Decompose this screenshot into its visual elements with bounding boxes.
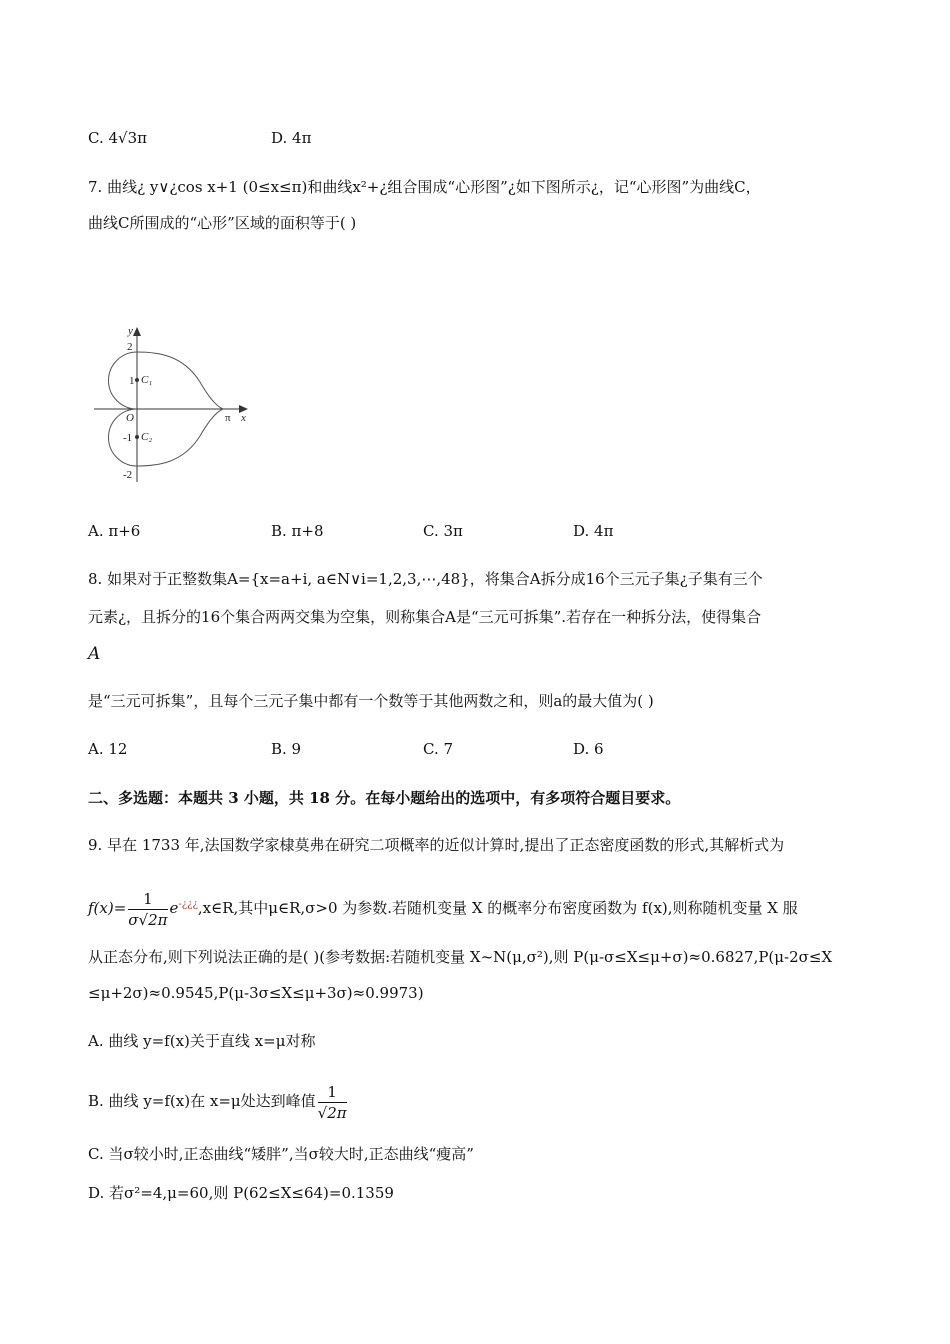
q8-stem-line3: A [88, 644, 101, 664]
q9-option-b-text: B. 曲线 y=f(x)在 x=μ处达到峰值 [88, 1092, 316, 1110]
q8-option-a: A. 12 [88, 740, 128, 758]
fig-x-label: x [241, 412, 246, 424]
q8-stem-line2: 元素¿，且拆分的16个集合两两交集为空集，则称集合A是“三元可拆集”.若存在一种拆分法，使得集合 [88, 608, 762, 626]
q7-option-b: B. π+8 [271, 522, 324, 540]
fig-tick-2: 2 [127, 341, 133, 353]
q9-formula-exp: e [169, 899, 179, 917]
fig-tick-m2: -2 [123, 469, 133, 481]
q6-option-d: D. 4π [271, 129, 312, 147]
q9-formula-rest: ,x∈R,其中μ∈R,σ>0 为参数.若随机变量 X 的概率分布密度函数为 f(x),则称随机变量 X 服 [197, 899, 798, 917]
section-2-title: 二、多选题：本题共 3 小题，共 18 分。在每小题给出的选项中，有多项符合题目要求。 [88, 789, 681, 807]
q8-stem-line1: 8. 如果对于正整数集A={x=a+i, a∈N∨i=1,2,3,⋯,48}，将集合A拆分成16个三元子集¿子集有三个 [88, 570, 763, 588]
q7-stem-line1: 7. 曲线¿ y∨¿cos x+1 (0≤x≤π)和曲线x²+¿组合围成“心形图”¿如下图所示¿，记“心形图”为曲线C， [88, 178, 761, 196]
q8-option-b: B. 9 [271, 740, 302, 758]
q9-stem-line1: 9. 早在 1733 年,法国数学家棣莫弗在研究二项概率的近似计算时,提出了正态密度函数的形式,其解析式为 [88, 836, 785, 854]
q9-stem-line3: 从正态分布,则下列说法正确的是( )(参考数据:若随机变量 X~N(μ,σ²),则 P(μ-σ≤X≤μ+σ)≈0.6827,P(μ-2σ≤X [88, 948, 833, 966]
q7-option-c: C. 3π [423, 522, 463, 540]
q9-stem-line4: ≤μ+2σ)≈0.9545,P(μ-3σ≤X≤μ+3σ)≈0.9973) [88, 984, 424, 1002]
heart-curve-figure [88, 320, 268, 490]
q9-formula-fraction [128, 889, 167, 930]
q9-formula-line [88, 882, 798, 931]
q9-option-b [88, 1078, 349, 1124]
fig-tick-pi: π [225, 412, 231, 424]
q9-formula-lhs: f(x)= [88, 899, 127, 917]
q8-option-d: D. 6 [573, 740, 604, 758]
q9-option-c: C. 当σ较小时,正态曲线“矮胖”,当σ较大时,正态曲线“瘦高” [88, 1145, 474, 1163]
q9-formula-den: σ√2π [128, 910, 168, 929]
q7-option-d: D. 4π [573, 522, 614, 540]
q8-stem-line4: 是“三元可拆集”，且每个三元子集中都有一个数等于其他两数之和，则a的最大值为( ) [88, 692, 654, 710]
q9-option-a: A. 曲线 y=f(x)关于直线 x=μ对称 [88, 1032, 316, 1050]
q8-option-c: C. 7 [423, 740, 454, 758]
fig-c1: C₁ [141, 374, 153, 386]
q9-option-b-num: 1 [318, 1082, 347, 1103]
fig-tick-m1: -1 [123, 432, 133, 444]
q6-option-c: C. 4√3π [88, 129, 147, 147]
fig-tick-1: 1 [129, 375, 135, 387]
fig-y-label: y [128, 325, 133, 337]
q9-option-b-den: √2π [317, 1103, 347, 1122]
q7-option-a: A. π+6 [88, 522, 141, 540]
q7-stem-line2: 曲线C所围成的“心形”区域的面积等于( ) [88, 214, 357, 232]
q9-option-b-fraction [318, 1082, 347, 1123]
q9-option-d: D. 若σ²=4,μ=60,则 P(62≤X≤64)=0.1359 [88, 1184, 394, 1202]
fig-c2: C₂ [141, 431, 153, 443]
q9-formula-sup: -¿¿¿ [178, 899, 198, 910]
q9-formula-num: 1 [128, 889, 167, 910]
fig-origin: O [126, 412, 134, 424]
